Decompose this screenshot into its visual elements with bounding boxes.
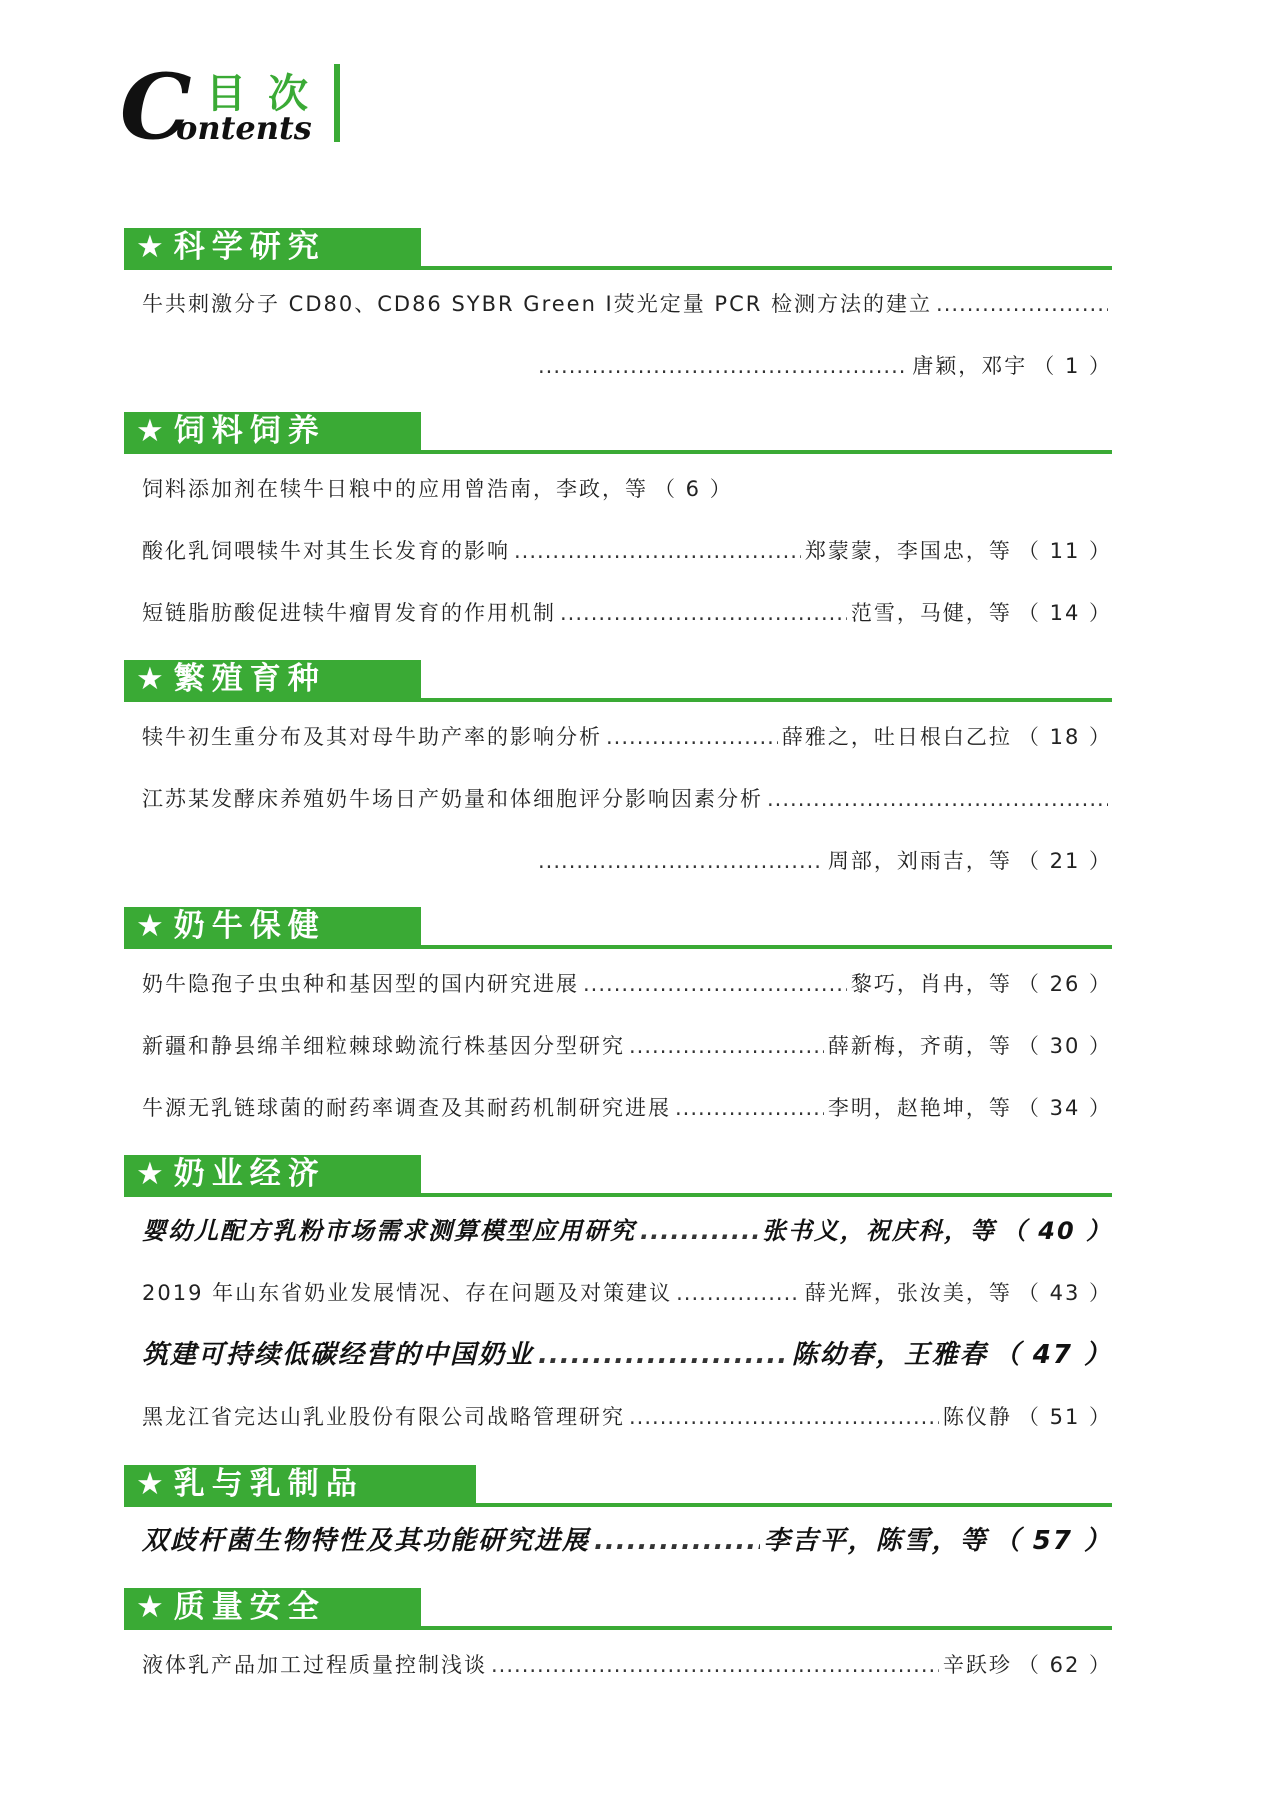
entry-title: 牛共刺激分子 CD80、CD86 SYBR Green Ⅰ荧光定量 PCR 检测方法的建立 xyxy=(142,292,933,316)
star-icon: ★ xyxy=(136,908,174,944)
section-rule xyxy=(124,450,1112,454)
section-tab xyxy=(124,907,421,945)
contents-logo xyxy=(120,54,350,160)
section-header xyxy=(124,907,1124,955)
section-header xyxy=(124,228,1124,276)
leader-dots xyxy=(538,846,824,876)
star-icon: ★ xyxy=(136,229,174,265)
entry-page: （ 57 ） xyxy=(993,1526,1112,1556)
entry-page: （ 11 ） xyxy=(1017,539,1112,563)
toc-entry[interactable] xyxy=(142,1093,1112,1123)
toc-entry[interactable] xyxy=(142,1031,1112,1061)
section-title: 科学研究 xyxy=(173,229,326,265)
toc-entry[interactable] xyxy=(142,1278,1112,1308)
entry-page: （ 14 ） xyxy=(1017,601,1112,625)
toc-entry-continued[interactable] xyxy=(142,351,1112,381)
section-title: 奶业经济 xyxy=(173,1156,326,1192)
entry-page: （ 40 ） xyxy=(1001,1217,1112,1245)
section-tab xyxy=(124,228,421,266)
section-title: 奶牛保健 xyxy=(173,908,326,944)
entry-authors: 陈仪静 xyxy=(942,1405,1012,1429)
entry-title: 江苏某发酵床养殖奶牛场日产奶量和体细胞评分影响因素分析 xyxy=(142,787,763,811)
toc-entry-featured[interactable] xyxy=(142,1216,1112,1246)
star-icon: ★ xyxy=(136,1589,174,1625)
section-header xyxy=(124,1465,1124,1513)
section-cow-health xyxy=(124,907,1124,955)
toc-entry[interactable] xyxy=(142,474,1112,504)
leader-dots xyxy=(514,536,801,566)
entry-authors: 曾浩南，李政，等 xyxy=(464,477,648,501)
section-header xyxy=(124,1588,1124,1636)
leader-dots xyxy=(640,1216,758,1246)
logo-divider xyxy=(334,64,340,142)
logo-letter-c: C xyxy=(120,54,192,160)
entry-authors: 薛新梅，齐萌，等 xyxy=(827,1034,1012,1058)
section-feed xyxy=(124,412,1124,460)
section-tab xyxy=(124,660,421,698)
section-rule xyxy=(124,1193,1112,1197)
star-icon: ★ xyxy=(136,413,174,449)
toc-entry[interactable] xyxy=(142,722,1112,752)
entry-page: （ 43 ） xyxy=(1017,1281,1112,1305)
toc-entry-featured[interactable] xyxy=(142,1526,1112,1556)
entry-page: （ 30 ） xyxy=(1017,1034,1112,1058)
toc-entry[interactable] xyxy=(142,1402,1112,1432)
section-dairy-products xyxy=(124,1465,1124,1513)
entry-authors: 唐颖，邓宇 xyxy=(912,354,1028,378)
leader-dots xyxy=(676,1278,801,1308)
entry-title: 短链脂肪酸促进犊牛瘤胃发育的作用机制 xyxy=(142,601,556,625)
section-title: 繁殖育种 xyxy=(173,661,326,697)
entry-authors: 李吉平，陈雪，等 xyxy=(763,1526,988,1556)
leader-dots xyxy=(936,289,1108,319)
section-title: 质量安全 xyxy=(173,1589,326,1625)
entry-authors: 郑蒙蒙，李国忠，等 xyxy=(804,539,1012,563)
section-rule xyxy=(124,945,1112,949)
entry-page: （ 21 ） xyxy=(1017,849,1112,873)
section-quality-safety xyxy=(124,1588,1124,1636)
toc-entry[interactable] xyxy=(142,536,1112,566)
entry-page: （ 62 ） xyxy=(1017,1653,1112,1677)
entry-authors: 李明，赵艳坤，等 xyxy=(827,1096,1012,1120)
leader-dots xyxy=(538,351,908,381)
entry-title: 2019 年山东省奶业发展情况、存在问题及对策建议 xyxy=(142,1281,673,1305)
entry-page: （ 26 ） xyxy=(1017,972,1112,996)
leader-dots xyxy=(560,598,847,628)
star-icon: ★ xyxy=(136,1466,174,1502)
leader-dots xyxy=(629,1031,824,1061)
entry-title: 婴幼儿配方乳粉市场需求测算模型应用研究 xyxy=(142,1217,636,1245)
toc-entry[interactable] xyxy=(142,784,1112,814)
section-rule xyxy=(124,1626,1112,1630)
section-tab xyxy=(124,1588,421,1626)
section-dairy-economy xyxy=(124,1155,1124,1203)
entry-authors: 薛光辉，张汝美，等 xyxy=(804,1281,1012,1305)
entry-page: （ 47 ） xyxy=(993,1340,1112,1370)
entry-title: 液体乳产品加工过程质量控制浅谈 xyxy=(142,1653,487,1677)
entry-title: 奶牛隐孢子虫虫种和基因型的国内研究进展 xyxy=(142,972,579,996)
entry-title: 饲料添加剂在犊牛日粮中的应用 xyxy=(142,477,464,501)
leader-dots xyxy=(491,1650,939,1680)
toc-entry[interactable] xyxy=(142,969,1112,999)
section-tab xyxy=(124,412,421,450)
entry-title: 筑建可持续低碳经营的中国奶业 xyxy=(142,1340,535,1370)
toc-entry-featured[interactable] xyxy=(142,1340,1112,1370)
entry-authors: 范雪，马健，等 xyxy=(850,601,1012,625)
section-title: 乳与乳制品 xyxy=(173,1466,364,1502)
toc-entry[interactable] xyxy=(142,289,1112,319)
star-icon: ★ xyxy=(136,1156,174,1192)
entry-title: 双歧杆菌生物特性及其功能研究进展 xyxy=(142,1526,591,1556)
leader-dots xyxy=(767,784,1108,814)
section-tab xyxy=(124,1155,421,1193)
toc-entry[interactable] xyxy=(142,1650,1112,1680)
entry-authors: 辛跃珍 xyxy=(942,1653,1012,1677)
leader-dots xyxy=(583,969,847,999)
section-tab xyxy=(124,1465,476,1503)
section-scientific-research xyxy=(124,228,1124,276)
toc-entry[interactable] xyxy=(142,598,1112,628)
leader-dots xyxy=(538,1340,788,1370)
section-rule xyxy=(124,1503,1112,1507)
leader-dots xyxy=(606,722,778,752)
entry-title: 黑龙江省完达山乳业股份有限公司战略管理研究 xyxy=(142,1405,625,1429)
logo-english-title: ontents xyxy=(176,109,312,147)
entry-authors: 陈幼春，王雅春 xyxy=(791,1340,988,1370)
entry-title: 新疆和静县绵羊细粒棘球蚴流行株基因分型研究 xyxy=(142,1034,625,1058)
entry-page: （ 51 ） xyxy=(1017,1405,1112,1429)
entry-page: （ 18 ） xyxy=(1017,725,1112,749)
entry-authors: 周部，刘雨吉，等 xyxy=(827,849,1012,873)
section-header xyxy=(124,412,1124,460)
section-title: 饲料饲养 xyxy=(173,413,326,449)
leader-dots xyxy=(594,1526,760,1556)
section-header xyxy=(124,1155,1124,1203)
entry-title: 犊牛初生重分布及其对母牛助产率的影响分析 xyxy=(142,725,602,749)
logo-chinese-title: 目次 xyxy=(206,71,330,117)
star-icon: ★ xyxy=(136,661,174,697)
entry-authors: 黎巧，肖冉，等 xyxy=(850,972,1012,996)
section-header xyxy=(124,660,1124,708)
entry-title: 牛源无乳链球菌的耐药率调查及其耐药机制研究进展 xyxy=(142,1096,671,1120)
entry-authors: 薛雅之，吐日根白乙拉 xyxy=(781,725,1012,749)
entry-authors: 张书义，祝庆科，等 xyxy=(761,1217,996,1245)
section-rule xyxy=(124,698,1112,702)
section-rule xyxy=(124,266,1112,270)
entry-page: （ 6 ） xyxy=(654,477,733,501)
section-breeding xyxy=(124,660,1124,708)
entry-page: （ 1 ） xyxy=(1033,354,1112,378)
entry-page: （ 34 ） xyxy=(1017,1096,1112,1120)
leader-dots xyxy=(675,1093,824,1123)
leader-dots xyxy=(629,1402,939,1432)
entry-title: 酸化乳饲喂犊牛对其生长发育的影响 xyxy=(142,539,510,563)
toc-entry-continued[interactable] xyxy=(142,846,1112,876)
